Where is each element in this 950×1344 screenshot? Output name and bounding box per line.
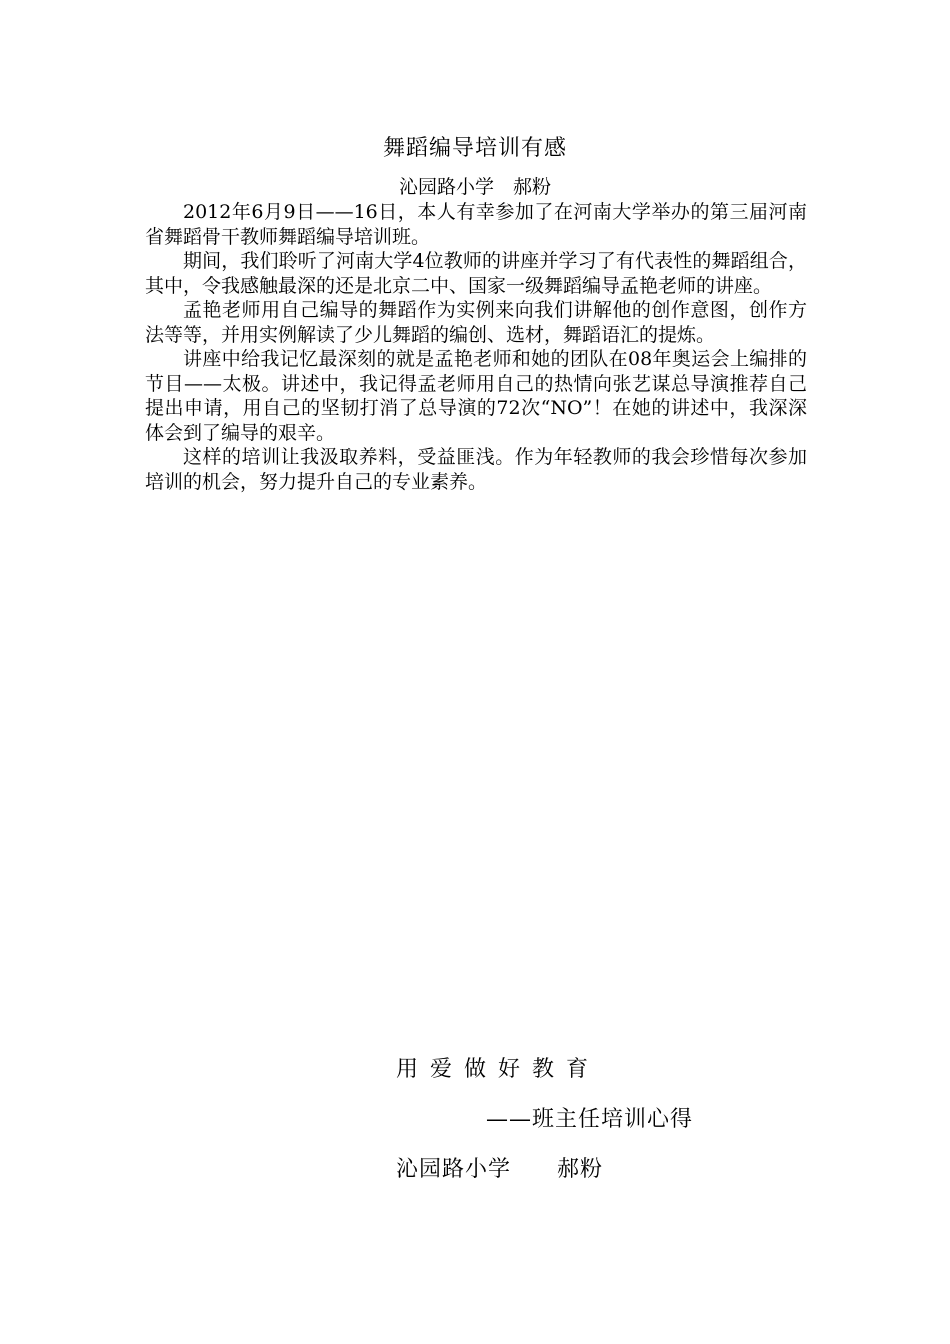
paragraph-1: 2012年6月9日——16日，本人有幸参加了在河南大学举办的第三届河南省舞蹈骨干教师舞蹈编导培训班。 — [145, 201, 807, 248]
paragraph-4: 讲座中给我记忆最深刻的就是孟艳老师和她的团队在08年奥运会上编排的节目——太极。讲述中，我记得孟老师用自己的热情向张艺谋总导演推荐自己提出申请，用自己的坚韧打消了总导演的72次“NO”！在她的讲述中，我深深体会到了编导的艰辛。 — [145, 348, 807, 444]
next-article-author: 沁园路小学 郝粉 — [396, 1157, 604, 1182]
paragraph-3: 孟艳老师用自己编导的舞蹈作为实例来向我们讲解他的创作意图，创作方法等等，并用实例解读了少儿舞蹈的编创、选材，舞蹈语汇的提炼。 — [145, 299, 807, 346]
next-article-title: 用爱做好教育 — [396, 1057, 601, 1082]
article-body — [145, 200, 807, 494]
next-article-subtitle: ——班主任培训心得 — [486, 1107, 694, 1132]
article-author: 沁园路小学 郝粉 — [398, 176, 551, 198]
paragraph-2: 期间，我们聆听了河南大学4位教师的讲座并学习了有代表性的舞蹈组合，其中，令我感触最深的还是北京二中、国家一级舞蹈编导孟艳老师的讲座。 — [145, 250, 807, 297]
paragraph-5: 这样的培训让我汲取养料，受益匪浅。作为年轻教师的我会珍惜每次参加培训的机会，努力提升自己的专业素养。 — [145, 446, 807, 493]
article-title: 舞蹈编导培训有感 — [382, 136, 567, 161]
